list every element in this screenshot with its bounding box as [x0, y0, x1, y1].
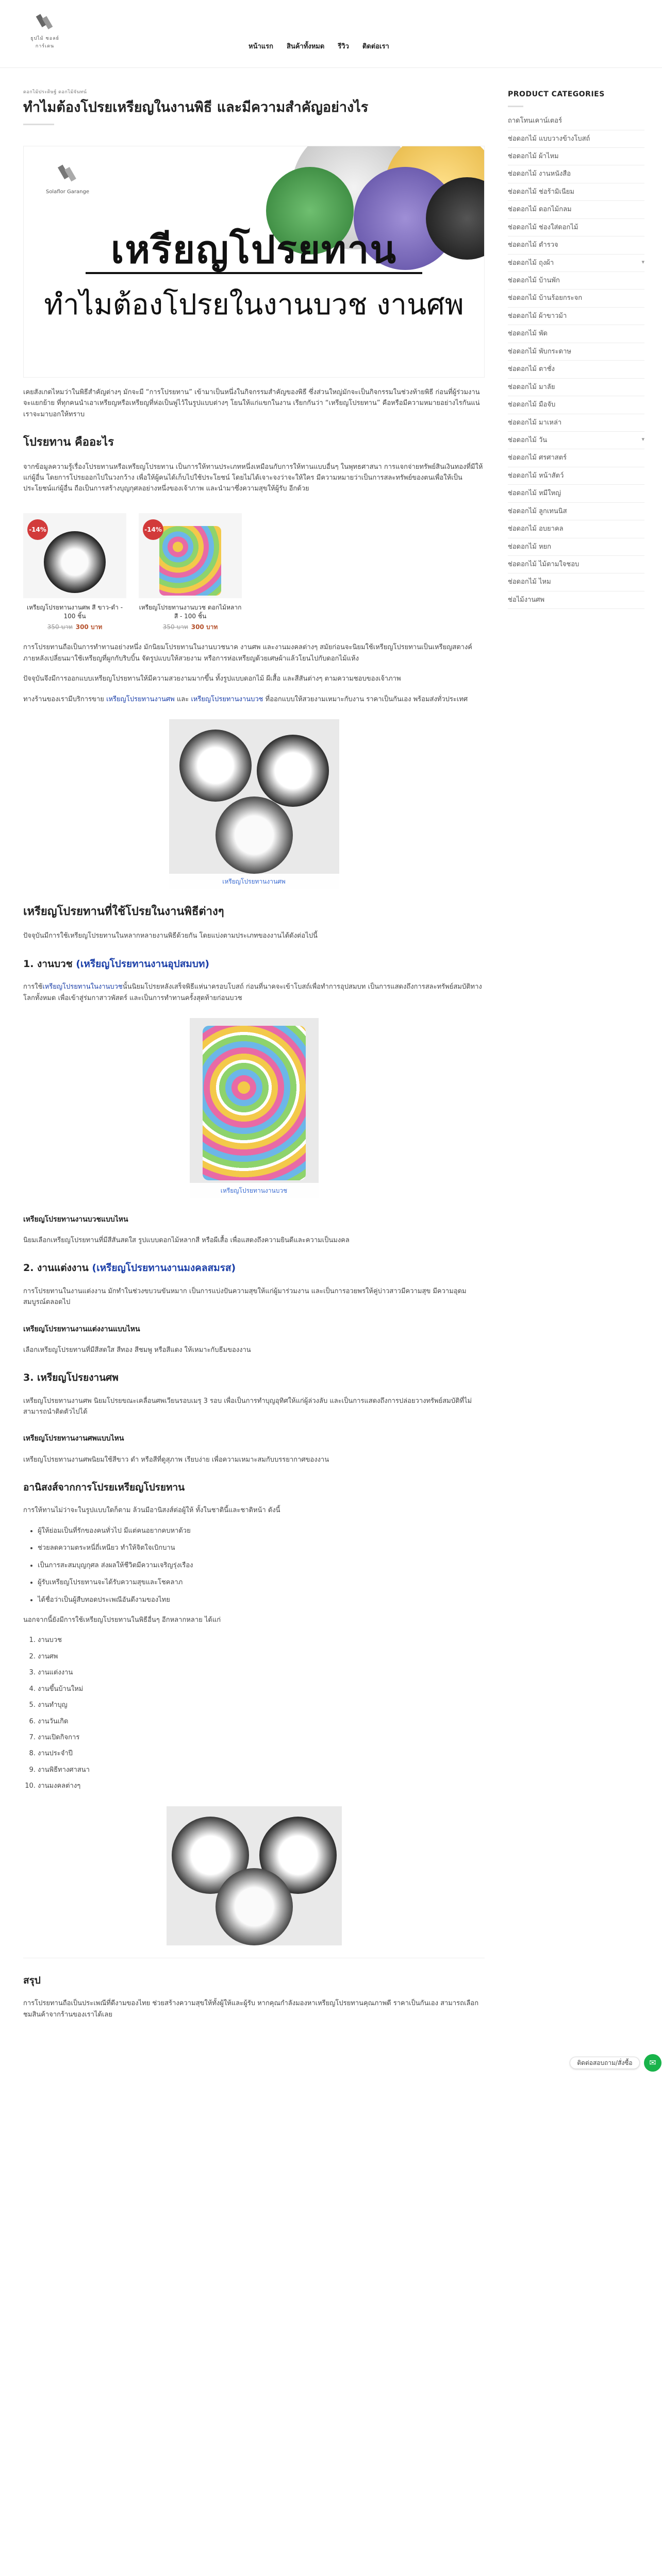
article	[23, 68, 485, 2020]
intro-paragraph: เคยสังเกตไหมว่าในพิธีสำคัญต่างๆ มักจะมี “การโปรยทาน” เข้ามาเป็นหนึ่งในกิจกรรมสำคัญของพิธี ซึ่งส่วนใหญ่มักจะเป็นกิจกรรมในช่วงท้ายพิธี ก่อนที่ผู้ร่วมงานจะแยกย้าย ที่ทุกคนนำเอาเหรียญหรือเหรียญที่ห่อเป็นพู่ไว้ในรูปแบบต่างๆ โยนให้แก่แขกในงาน เรียกกันว่า “เหรียญโปรยทาน” คือหรือมีความหมายอย่างไรกันแน่ เราจะมาบอกให้ทราบ	[23, 388, 480, 418]
ordination-link[interactable]: เหรียญโปรยทานในงานบวช	[42, 983, 123, 991]
heading-ordination: 1. งานบวช (เหรียญโปรยทานงานอุปสมบท)	[23, 958, 210, 970]
site-logo[interactable]	[24, 11, 65, 50]
benefit-paragraph: การให้ทานไม่ว่าจะในรูปแบบใดก็ตาม ล้วนมีอานิสงส์ต่อผู้ให้ ทั้งในชาตินี้และชาติหน้า ดังนี้	[23, 1506, 280, 1515]
photo-caption: เหรียญโปรยทานงานศพ	[169, 874, 339, 889]
sidebar-item[interactable]	[508, 201, 644, 218]
list-item: 7. งานเปิดกิจการ	[38, 1732, 485, 1743]
sidebar-divider	[508, 106, 523, 107]
heading-benefits: อานิสงส์จากการโปรยเหรียญโปรยทาน	[23, 1481, 185, 1493]
logo-mark-icon	[35, 11, 55, 32]
sidebar-item-label: ช่อดอกไม้ หมีใหญ่	[508, 489, 561, 498]
sidebar-item-label: ช่อดอกไม้ ผ้าขาวม้า	[508, 312, 567, 320]
hero-logo-text: Solaflor Garange	[45, 189, 90, 195]
sidebar-item-label: ช่อไม้งานศพ	[508, 596, 545, 604]
nav-home[interactable]: หน้าแรก	[249, 43, 273, 50]
uses-paragraph: ปัจจุบันมีการใช้เหรียญโปรยทานในหลากหลายงานพิธีด้วยกัน โดยแบ่งตามประเภทของงานได้ดังต่อไปนี้	[23, 932, 318, 940]
product-image[interactable]	[139, 513, 242, 598]
wedding-paragraph: การโปรยทานในงานแต่งงาน มักทำในช่วงขบวนขันหมาก เป็นการแบ่งปันความสุขให้แก่ผู้มาร่วมงาน และเป็นการอวยพรให้คู่บ่าวสาวมีความสุข มีความอุดมสมบูรณ์ตลอดไป	[23, 1287, 467, 1307]
heading-summary: สรุป	[23, 1974, 41, 1986]
heading-funeral: 3. เหรียญโปรยงานศพ	[23, 1372, 119, 1384]
sidebar-item-label: ช่อดอกไม้ พับกระดาษ	[508, 347, 571, 355]
category-list	[508, 112, 644, 609]
wedding-heading-link[interactable]: (เหรียญโปรยทานงานมงคลสมรส)	[92, 1262, 236, 1274]
site-header	[0, 0, 662, 68]
heading-wedding: 2. งานแต่งงาน (เหรียญโปรยทานงานมงคลสมรส)	[23, 1262, 236, 1274]
sidebar-item[interactable]	[508, 255, 644, 272]
sidebar-item-label: ช่อดอกไม้ ผ้าไหม	[508, 152, 559, 160]
list-item: 1. งานบวช	[38, 1635, 485, 1646]
sidebar-item[interactable]	[508, 183, 644, 201]
sidebar-item[interactable]	[508, 573, 644, 591]
sidebar-item[interactable]	[508, 379, 644, 396]
product-grid	[23, 513, 485, 633]
list-item: 10. งานมงคลต่างๆ	[38, 1781, 485, 1791]
chat-widget[interactable]	[570, 2054, 662, 2072]
hero-subtitle: ทำไมต้องโปรยในงานบวช งานศพ	[44, 287, 464, 321]
sidebar-item[interactable]	[508, 272, 644, 290]
what-paragraph: จากข้อมูลความรู้เรื่องโปรยทานหรือเหรียญโปรยทาน เป็นการให้ทานประเภทหนึ่งเหมือนกับการให้ทานแบบอื่นๆ ในพุทธศาสนา การแจกจ่ายทรัพย์สินเงินทองที่มีให้แก่ผู้อื่น โดยการโปรยออกไปในวงกว้าง เพื่อให้ผู้คนได้เก็บไปใช้ประโยชน์ โดยไม่ได้เจาะจงว่าจะให้ใคร มีความหมายว่าเป็นการสละทรัพย์ของตนเพื่อให้เป็นประโยชน์แก่ผู้อื่น ถือเป็นการสร้างบุญกุศลอย่างหนึ่งของเจ้าภาพ และนำมาซึ่งความสุขให้ผู้รับ อีกด้วย	[23, 463, 483, 493]
hero-logo-icon	[56, 162, 79, 184]
sidebar-item-label: ช่อดอกไม้ ศรศาสตร์	[508, 454, 567, 462]
discount-badge: -14%	[143, 519, 163, 540]
breadcrumb	[23, 89, 485, 96]
list-item: • ผู้ให้ย่อมเป็นที่รักของคนทั่วไป มีแต่คนอยากคบหาด้วย	[38, 1526, 485, 1536]
photo-caption: เหรียญโปรยทานงานบวช	[190, 1183, 319, 1198]
product-name[interactable]: เหรียญโปรยทานงานบวช ดอกไม้หลากสี - 100 ชิ้น	[139, 603, 242, 620]
sidebar-item[interactable]	[508, 467, 644, 485]
chat-label[interactable]: ติดต่อสอบถาม/สั่งซื้อ	[570, 2057, 640, 2069]
funeral-coins-link[interactable]: เหรียญโปรยทานงานศพ	[106, 695, 175, 703]
sidebar-item[interactable]	[508, 432, 644, 449]
list-item: 8. งานประจำปี	[38, 1748, 485, 1759]
heading-ordination-type: เหรียญโปรยทานงานบวชแบบไหน	[23, 1215, 128, 1224]
logo-text: ธูปไม้ ซอลย์การ์เดน	[30, 36, 59, 49]
sidebar-item[interactable]	[508, 503, 644, 520]
list-item: 6. งานวันเกิด	[38, 1716, 485, 1727]
old-price: 350 บาท	[162, 623, 188, 631]
list-item: 3. งานแต่งงาน	[38, 1667, 485, 1678]
page-title: ทำไมต้องโปรยเหรียญในงานพิธี และมีความสำคัญอย่างไร	[23, 99, 369, 115]
nav-contact[interactable]: ติดต่อเรา	[362, 43, 389, 50]
sidebar-item-label: ช่อดอกไม้ ช่องใส่ดอกไม้	[508, 223, 578, 231]
sidebar-item[interactable]	[508, 219, 644, 236]
sidebar-item[interactable]	[508, 449, 644, 467]
sidebar-item[interactable]	[508, 343, 644, 361]
list-item: 2. งานศพ	[38, 1651, 485, 1662]
shop-paragraph: ทางร้านของเรามีบริการขาย เหรียญโปรยทานงานศพ และ เหรียญโปรยทานงานบวช ที่ออกแบบให้สวยงามเหมาะกับงาน ราคาเป็นกันเอง พร้อมส่งทั่วประเทศ	[23, 695, 468, 703]
sidebar-item[interactable]	[508, 130, 644, 148]
sidebar-item-label: ช่อดอกไม้ พัด	[508, 330, 548, 338]
sidebar-item-label: ช่อดอกไม้ แบบวางข้างโบสถ์	[508, 134, 590, 143]
today-paragraph: ปัจจุบันจึงมีการออกแบบเหรียญโปรยทานให้มีความสวยงามมากขึ้น ทั้งรูปแบบดอกไม้ ผีเสื้อ และสีสันต่างๆ ตามความชอบของเจ้าภาพ	[23, 675, 401, 683]
sidebar-item[interactable]	[508, 236, 644, 254]
sidebar-title: PRODUCT CATEGORIES	[508, 90, 605, 98]
sidebar-item-label: ช่อดอกไม้ งานหนังสือ	[508, 170, 571, 178]
funeral-type-paragraph: เหรียญโปรยทานงานศพนิยมใช้สีขาว ดำ หรือสีที่ดูสุภาพ เรียบง่าย เพื่อความเหมาะสมกับบรรยากาศของงาน	[23, 1455, 329, 1464]
sidebar-item-label: ช่อดอกไม้ ถุงผ้า	[508, 259, 554, 267]
sidebar	[508, 89, 644, 609]
list-intro-paragraph: นอกจากนี้ยังมีการใช้เหรียญโปรยทานในพิธีอื่นๆ อีกหลากหลาย ได้แก่	[23, 1616, 221, 1624]
sidebar-item-label: ช่อดอกไม้ ตำรวจ	[508, 241, 558, 249]
hero-divider	[86, 272, 422, 274]
ordination-coins-photo	[190, 1018, 319, 1198]
benefit-list	[38, 1526, 485, 1605]
sidebar-item[interactable]	[508, 485, 644, 502]
product-card[interactable]	[23, 513, 126, 633]
history-paragraph: การโปรยทานถือเป็นการทำทานอย่างหนึ่ง มักนิยมโปรยทานในงานบวชนาค งานศพ และงานมงคลต่างๆ สมัยก่อนจะนิยมใช้เหรียญโปรยทานเป็นเหรียญสตางค์ ภายหลังเปลี่ยนมาใช้เหรียญที่ผูกกับริบบิ้น จัดรูปแบบให้สวยงาม หรือการห่อเหรียญด้วยเศษผ้าแล้วโยนไปกับดอกไม้แห้ง	[23, 643, 472, 663]
heading-funeral-type: เหรียญโปรยทานงานศพแบบไหน	[23, 1434, 124, 1443]
funeral-coins-photo	[169, 719, 339, 889]
funeral-paragraph: เหรียญโปรยทานงานศพ นิยมโปรยขณะเคลื่อนศพเวียนรอบเมรุ 3 รอบ เพื่อเป็นการทำบุญอุทิศให้แก่ผู้ล่วงลับ และเป็นการแสดงถึงการปล่อยวางทรัพย์สมบัติที่ไม่สามารถนำติดตัวไปได้	[23, 1397, 472, 1416]
sidebar-item[interactable]	[508, 414, 644, 432]
nav-reviews[interactable]: รีวิว	[338, 43, 349, 50]
list-item: 4. งานขึ้นบ้านใหม่	[38, 1684, 485, 1694]
sidebar-item[interactable]	[508, 538, 644, 556]
chevron-down-icon[interactable]: ▾	[641, 435, 644, 443]
ordination-coins-link[interactable]: เหรียญโปรยทานงานบวช	[191, 695, 263, 703]
sidebar-item[interactable]	[508, 396, 644, 414]
discount-badge: -14%	[27, 519, 48, 540]
sidebar-item[interactable]	[508, 112, 644, 130]
hero-title: เหรียญโปรยทาน	[111, 227, 397, 272]
sidebar-item-label: ช่อดอกไม้ มาลัย	[508, 383, 555, 391]
list-item: 5. งานทำบุญ	[38, 1700, 485, 1710]
section-heading-what: โปรยทาน คืออะไร	[23, 436, 114, 449]
ordination-heading-link[interactable]: (เหรียญโปรยทานงานอุปสมบท)	[76, 958, 210, 970]
summary-paragraph: การโปรยทานถือเป็นประเพณีที่ดีงามของไทย ช่วยสร้างความสุขให้ทั้งผู้ให้และผู้รับ หากคุณกำลังมองหาเหรียญโปรยทานคุณภาพดี ราคาเป็นกันเอง สามารถเลือกชมสินค้าจากร้านของเราได้เลย	[23, 1999, 479, 2019]
sidebar-item-label: ช่อดอกไม้ ดอกไม้กลม	[508, 206, 572, 214]
sidebar-item[interactable]	[508, 591, 644, 609]
list-item: • ผู้รับเหรียญโปรยทานจะได้รับความสุขและโชคลาภ	[38, 1577, 485, 1588]
product-price	[23, 622, 126, 633]
product-price	[139, 622, 242, 633]
sidebar-item[interactable]	[508, 520, 644, 538]
sidebar-item-label: ช่อดอกไม้ มือจับ	[508, 401, 556, 409]
breadcrumb-link[interactable]: ดอกไม้ประดิษฐ์ ดอกไม้จันทน์	[23, 90, 87, 95]
chevron-down-icon[interactable]: ▾	[641, 258, 644, 265]
sidebar-item-label: ช่อดอกไม้ ลูกเทนนิส	[508, 507, 567, 515]
hero-logo	[44, 162, 91, 197]
sidebar-item-label: ช่อดอกไม้ หยก	[508, 543, 552, 551]
sidebar-item-label: ช่อดอกไม้ หน้าสัตว์	[508, 471, 564, 480]
chat-icon[interactable]: ✉	[644, 2054, 661, 2072]
sidebar-item-label: ช่อดอกไม้ วัน	[508, 436, 548, 444]
product-card[interactable]	[139, 513, 242, 633]
sidebar-item[interactable]	[508, 148, 644, 165]
event-list	[38, 1635, 485, 1791]
bottom-photo	[167, 1806, 342, 1945]
sidebar-item[interactable]	[508, 325, 644, 343]
sidebar-item-label: ช่อดอกไม้ ช่อร้ามิเนียม	[508, 188, 574, 196]
sidebar-item[interactable]	[508, 165, 644, 183]
product-image[interactable]	[23, 513, 126, 598]
sidebar-item[interactable]	[508, 361, 644, 378]
sale-price: 300 บาท	[191, 623, 218, 631]
title-divider	[23, 124, 54, 125]
main-nav	[249, 41, 389, 52]
wedding-type-paragraph: เลือกเหรียญโปรยทานที่มีสีสดใส สีทอง สีชมพู หรือสีแดง ให้เหมาะกับธีมของงาน	[23, 1346, 251, 1354]
sidebar-item-label: ช่อดอกไม้ ไหม	[508, 578, 551, 586]
sidebar-item-label: ช่อดอกไม้ ตาชั่ง	[508, 365, 555, 374]
list-item: • ช่วยลดความตระหนี่ถี่เหนียว ทำให้จิตใจเบิกบาน	[38, 1543, 485, 1553]
ordination-paragraph: การใช้เหรียญโปรยทานในงานบวชนั้นนิยมโปรยหลังเสร็จพิธีแห่นาครอบโบสถ์ ก่อนที่นาคจะเข้าโบสถ์เพื่อทำการอุปสมบท เป็นการแสดงถึงการสละทรัพย์สมบัติทางโลกทั้งหมด เพื่อเข้าสู่ร่มกาสาวพัสตร์ และเป็นการทำทานครั้งสุดท้ายก่อนบวช	[23, 983, 482, 1002]
product-name[interactable]: เหรียญโปรยทานงานศพ สี ขาว-ดำ - 100 ชิ้น	[26, 603, 123, 620]
ordination-type-paragraph: นิยมเลือกเหรียญโปรยทานที่มีสีสันสดใส รูปแบบดอกไม้หลากสี หรือผีเสื้อ เพื่อแสดงถึงความยินดีและความเป็นมงคล	[23, 1236, 350, 1245]
old-price: 350 บาท	[47, 623, 73, 631]
list-item: 9. งานพิธีทางศาสนา	[38, 1765, 485, 1775]
nav-products[interactable]: สินค้าทั้งหมด	[287, 43, 325, 50]
sidebar-item-label: ช่อดอกไม้ บ้านพัก	[508, 277, 560, 285]
list-item: • ได้ชื่อว่าเป็นผู้สืบทอดประเพณีอันดีงามของไทย	[38, 1595, 485, 1605]
sidebar-item-label: ช่อดอกไม้ ไม้ตามใจชอบ	[508, 561, 580, 569]
sidebar-item-label: ช่อดอกไม้ บ้านร้อยกระจก	[508, 294, 583, 302]
list-item: • เป็นการสะสมบุญกุศล ส่งผลให้ชีวิตมีความเจริญรุ่งเรือง	[38, 1560, 485, 1571]
hero-image	[23, 146, 485, 378]
sale-price: 300 บาท	[75, 623, 103, 631]
sidebar-item[interactable]	[508, 290, 644, 307]
section-heading-uses: เหรียญโปรยทานที่ใช้โปรยในงานพิธีต่างๆ	[23, 905, 224, 918]
sidebar-item[interactable]	[508, 556, 644, 573]
sidebar-item-label: ช่อดอกไม้ อบยาคล	[508, 525, 564, 533]
sidebar-item-label: ช่อดอกไม้ มาเหล่า	[508, 418, 562, 427]
heading-wedding-type: เหรียญโปรยทานงานแต่งงานแบบไหน	[23, 1325, 140, 1333]
sidebar-item-label: ถาดโทนเคาน์เตอร์	[508, 117, 562, 125]
sidebar-item[interactable]	[508, 308, 644, 325]
